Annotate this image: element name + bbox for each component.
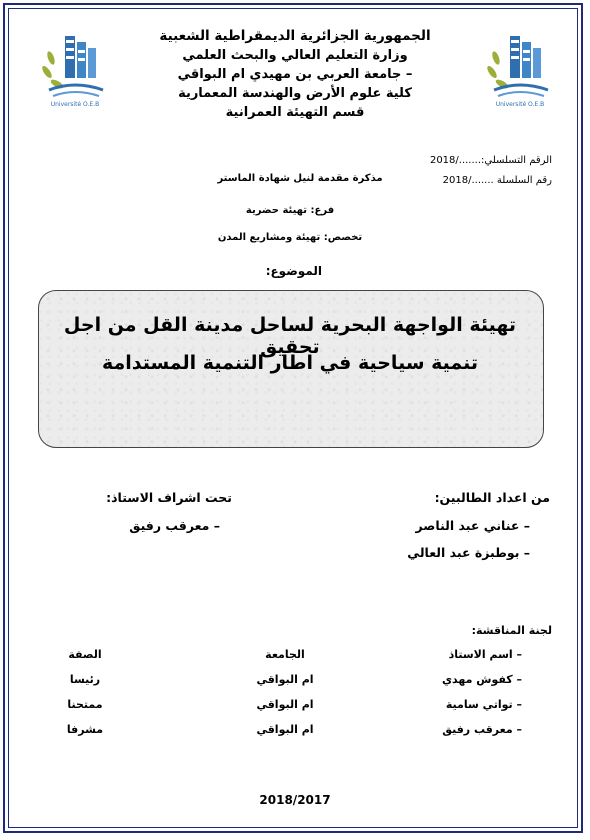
header-republic: الجمهورية الجزائرية الديمقراطية الشعبية bbox=[159, 28, 431, 44]
subject-label: الموضوع: bbox=[265, 264, 322, 278]
student-name-2: – بوطبزة عبد العالي bbox=[407, 545, 530, 560]
student-name-1: – عناني عبد الناصر bbox=[415, 518, 530, 533]
series-number: رقم السلسلة ......./2018 bbox=[442, 175, 552, 186]
serial-number: الرقم التسلسلي:......./2018 bbox=[429, 155, 552, 166]
logo-wheat-icon bbox=[486, 50, 510, 90]
committee-row-1-role: رئيسا bbox=[69, 673, 101, 686]
university-logo-left bbox=[35, 28, 115, 108]
academic-year: 2018/2017 bbox=[259, 793, 331, 807]
specialty-label: تخصص: تهيئة ومشاريع المدن bbox=[217, 232, 363, 243]
branch-label: فرع: تهيئة حضرية bbox=[245, 205, 335, 216]
committee-row-2-role: ممتحنا bbox=[67, 698, 103, 711]
memo-title: مذكرة مقدمة لنيل شهادة الماستر bbox=[217, 173, 383, 184]
committee-row-1-university: ام البواقي bbox=[256, 673, 314, 686]
header-faculty: كلية علوم الأرض والهندسة المعمارية bbox=[178, 86, 412, 101]
supervisor-name: – معرقب رفيق bbox=[129, 518, 220, 533]
committee-label: لجنة المناقشة: bbox=[471, 624, 552, 637]
committee-row-3-name: – معرقب رفيق bbox=[442, 723, 522, 736]
committee-row-2-university: ام البواقي bbox=[256, 698, 314, 711]
svg-text:Université O.E.B: Université O.E.B bbox=[495, 101, 545, 108]
committee-row-3-university: ام البواقي bbox=[256, 723, 314, 736]
committee-header-role: الصفة bbox=[68, 648, 102, 661]
subject-line-2: تنمية سياحية في اطار التنمية المستدامة bbox=[101, 352, 479, 374]
committee-row-1-name: – كفوش مهدي bbox=[441, 673, 522, 686]
logo-building-icon bbox=[65, 36, 96, 78]
header-university: – جامعة العربي بن مهيدي ام البواقي bbox=[177, 67, 413, 82]
logo-building-icon bbox=[510, 36, 541, 78]
subject-line-1: تهيئة الواجهة البحرية لساحل مدينة القل من اجل تحقيق bbox=[63, 314, 517, 358]
logo-wheat-icon bbox=[41, 50, 65, 90]
svg-text:Université O.E.B: Université O.E.B bbox=[50, 101, 100, 108]
committee-row-2-name: – تواتي سامية bbox=[445, 698, 522, 711]
committee-header-name: – اسم الاستاذ bbox=[448, 648, 522, 661]
header-department: قسم التهيئة العمرانية bbox=[225, 105, 365, 120]
committee-header-university: الجامعة bbox=[265, 648, 305, 661]
committee-row-3-role: مشرفا bbox=[66, 723, 104, 736]
header-ministry: وزارة التعليم العالي والبحث العلمي bbox=[182, 48, 408, 63]
university-logo-right bbox=[480, 28, 560, 108]
students-label: من اعداد الطالبين: bbox=[434, 490, 550, 505]
supervisor-label: تحت اشراف الاستاذ: bbox=[106, 490, 232, 505]
